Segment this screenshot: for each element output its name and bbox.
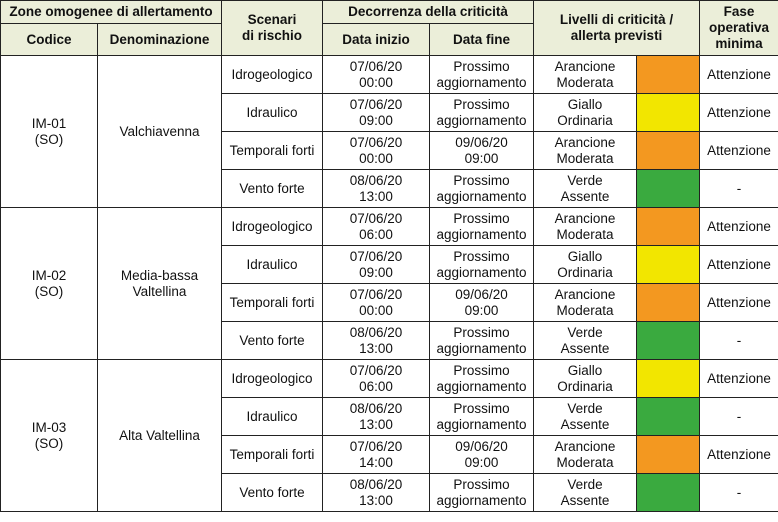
level-color-swatch <box>637 436 700 474</box>
risk-scenario: Vento forte <box>222 322 323 360</box>
table-row <box>1 360 778 398</box>
end-date: Prossimo aggiornamento <box>430 398 534 436</box>
end-date: Prossimo aggiornamento <box>430 360 534 398</box>
level-color-swatch <box>637 208 700 246</box>
start-date: 07/06/20 00:00 <box>323 132 430 170</box>
criticality-level: Arancione Moderata <box>534 132 637 170</box>
table-body <box>1 56 778 512</box>
end-date: 09/06/20 09:00 <box>430 132 534 170</box>
risk-scenario: Vento forte <box>222 170 323 208</box>
zone-code: IM-03 (SO) <box>1 360 98 512</box>
operative-phase: Attenzione <box>700 94 778 132</box>
level-color-swatch <box>637 284 700 322</box>
start-date: 07/06/20 09:00 <box>323 246 430 284</box>
risk-scenario: Idraulico <box>222 246 323 284</box>
zone-code: IM-02 (SO) <box>1 208 98 360</box>
operative-phase: Attenzione <box>700 56 778 94</box>
zones-group-header: Zone omogenee di allertamento <box>1 1 222 24</box>
operative-phase: Attenzione <box>700 246 778 284</box>
criticality-level: Verde Assente <box>534 398 637 436</box>
start-date: 08/06/20 13:00 <box>323 474 430 512</box>
table-row <box>1 56 778 94</box>
operative-phase: Attenzione <box>700 284 778 322</box>
level-color-swatch <box>637 170 700 208</box>
risk-scenario: Idrogeologico <box>222 208 323 246</box>
risk-scenario: Idrogeologico <box>222 56 323 94</box>
criticality-level: Verde Assente <box>534 474 637 512</box>
start-date: 07/06/20 06:00 <box>323 360 430 398</box>
start-header: Data inizio <box>323 24 430 56</box>
level-color-swatch <box>637 246 700 284</box>
zone-name: Valchiavenna <box>98 56 222 208</box>
criticality-level: Verde Assente <box>534 170 637 208</box>
risk-scenario: Vento forte <box>222 474 323 512</box>
start-date: 07/06/20 00:00 <box>323 56 430 94</box>
end-header: Data fine <box>430 24 534 56</box>
end-date: Prossimo aggiornamento <box>430 208 534 246</box>
operative-phase: Attenzione <box>700 360 778 398</box>
start-date: 07/06/20 06:00 <box>323 208 430 246</box>
level-color-swatch <box>637 94 700 132</box>
start-date: 08/06/20 13:00 <box>323 322 430 360</box>
period-group-header: Decorrenza della criticità <box>323 1 534 24</box>
risk-scenario: Idrogeologico <box>222 360 323 398</box>
levels-header: Livelli di criticità / allerta previsti <box>534 1 700 56</box>
zone-code: IM-01 (SO) <box>1 56 98 208</box>
operative-phase: - <box>700 170 778 208</box>
operative-phase: Attenzione <box>700 208 778 246</box>
criticality-level: Arancione Moderata <box>534 436 637 474</box>
risk-scenario: Idraulico <box>222 94 323 132</box>
level-color-swatch <box>637 322 700 360</box>
phase-header: Fase operativa minima <box>700 1 778 56</box>
operative-phase: - <box>700 398 778 436</box>
end-date: Prossimo aggiornamento <box>430 94 534 132</box>
end-date: Prossimo aggiornamento <box>430 246 534 284</box>
level-color-swatch <box>637 398 700 436</box>
end-date: Prossimo aggiornamento <box>430 322 534 360</box>
end-date: 09/06/20 09:00 <box>430 284 534 322</box>
start-date: 07/06/20 09:00 <box>323 94 430 132</box>
criticality-level: Arancione Moderata <box>534 284 637 322</box>
level-color-swatch <box>637 132 700 170</box>
criticality-level: Giallo Ordinaria <box>534 94 637 132</box>
start-date: 07/06/20 00:00 <box>323 284 430 322</box>
risk-scenario: Temporali forti <box>222 132 323 170</box>
name-header: Denominazione <box>98 24 222 56</box>
operative-phase: Attenzione <box>700 436 778 474</box>
criticality-level: Arancione Moderata <box>534 56 637 94</box>
code-header: Codice <box>1 24 98 56</box>
start-date: 08/06/20 13:00 <box>323 170 430 208</box>
start-date: 07/06/20 14:00 <box>323 436 430 474</box>
risk-scenario: Temporali forti <box>222 436 323 474</box>
risk-scenario: Idraulico <box>222 398 323 436</box>
level-color-swatch <box>637 474 700 512</box>
risk-scenario: Temporali forti <box>222 284 323 322</box>
end-date: 09/06/20 09:00 <box>430 436 534 474</box>
table-row <box>1 208 778 246</box>
criticality-level: Giallo Ordinaria <box>534 360 637 398</box>
end-date: Prossimo aggiornamento <box>430 474 534 512</box>
criticality-level: Giallo Ordinaria <box>534 246 637 284</box>
criticality-level: Arancione Moderata <box>534 208 637 246</box>
zone-name: Alta Valtellina <box>98 360 222 512</box>
operative-phase: - <box>700 322 778 360</box>
start-date: 08/06/20 13:00 <box>323 398 430 436</box>
end-date: Prossimo aggiornamento <box>430 170 534 208</box>
criticality-level: Verde Assente <box>534 322 637 360</box>
operative-phase: Attenzione <box>700 132 778 170</box>
scenarios-header: Scenari di rischio <box>222 1 323 56</box>
zone-name: Media-bassa Valtellina <box>98 208 222 360</box>
end-date: Prossimo aggiornamento <box>430 56 534 94</box>
operative-phase: - <box>700 474 778 512</box>
level-color-swatch <box>637 56 700 94</box>
level-color-swatch <box>637 360 700 398</box>
